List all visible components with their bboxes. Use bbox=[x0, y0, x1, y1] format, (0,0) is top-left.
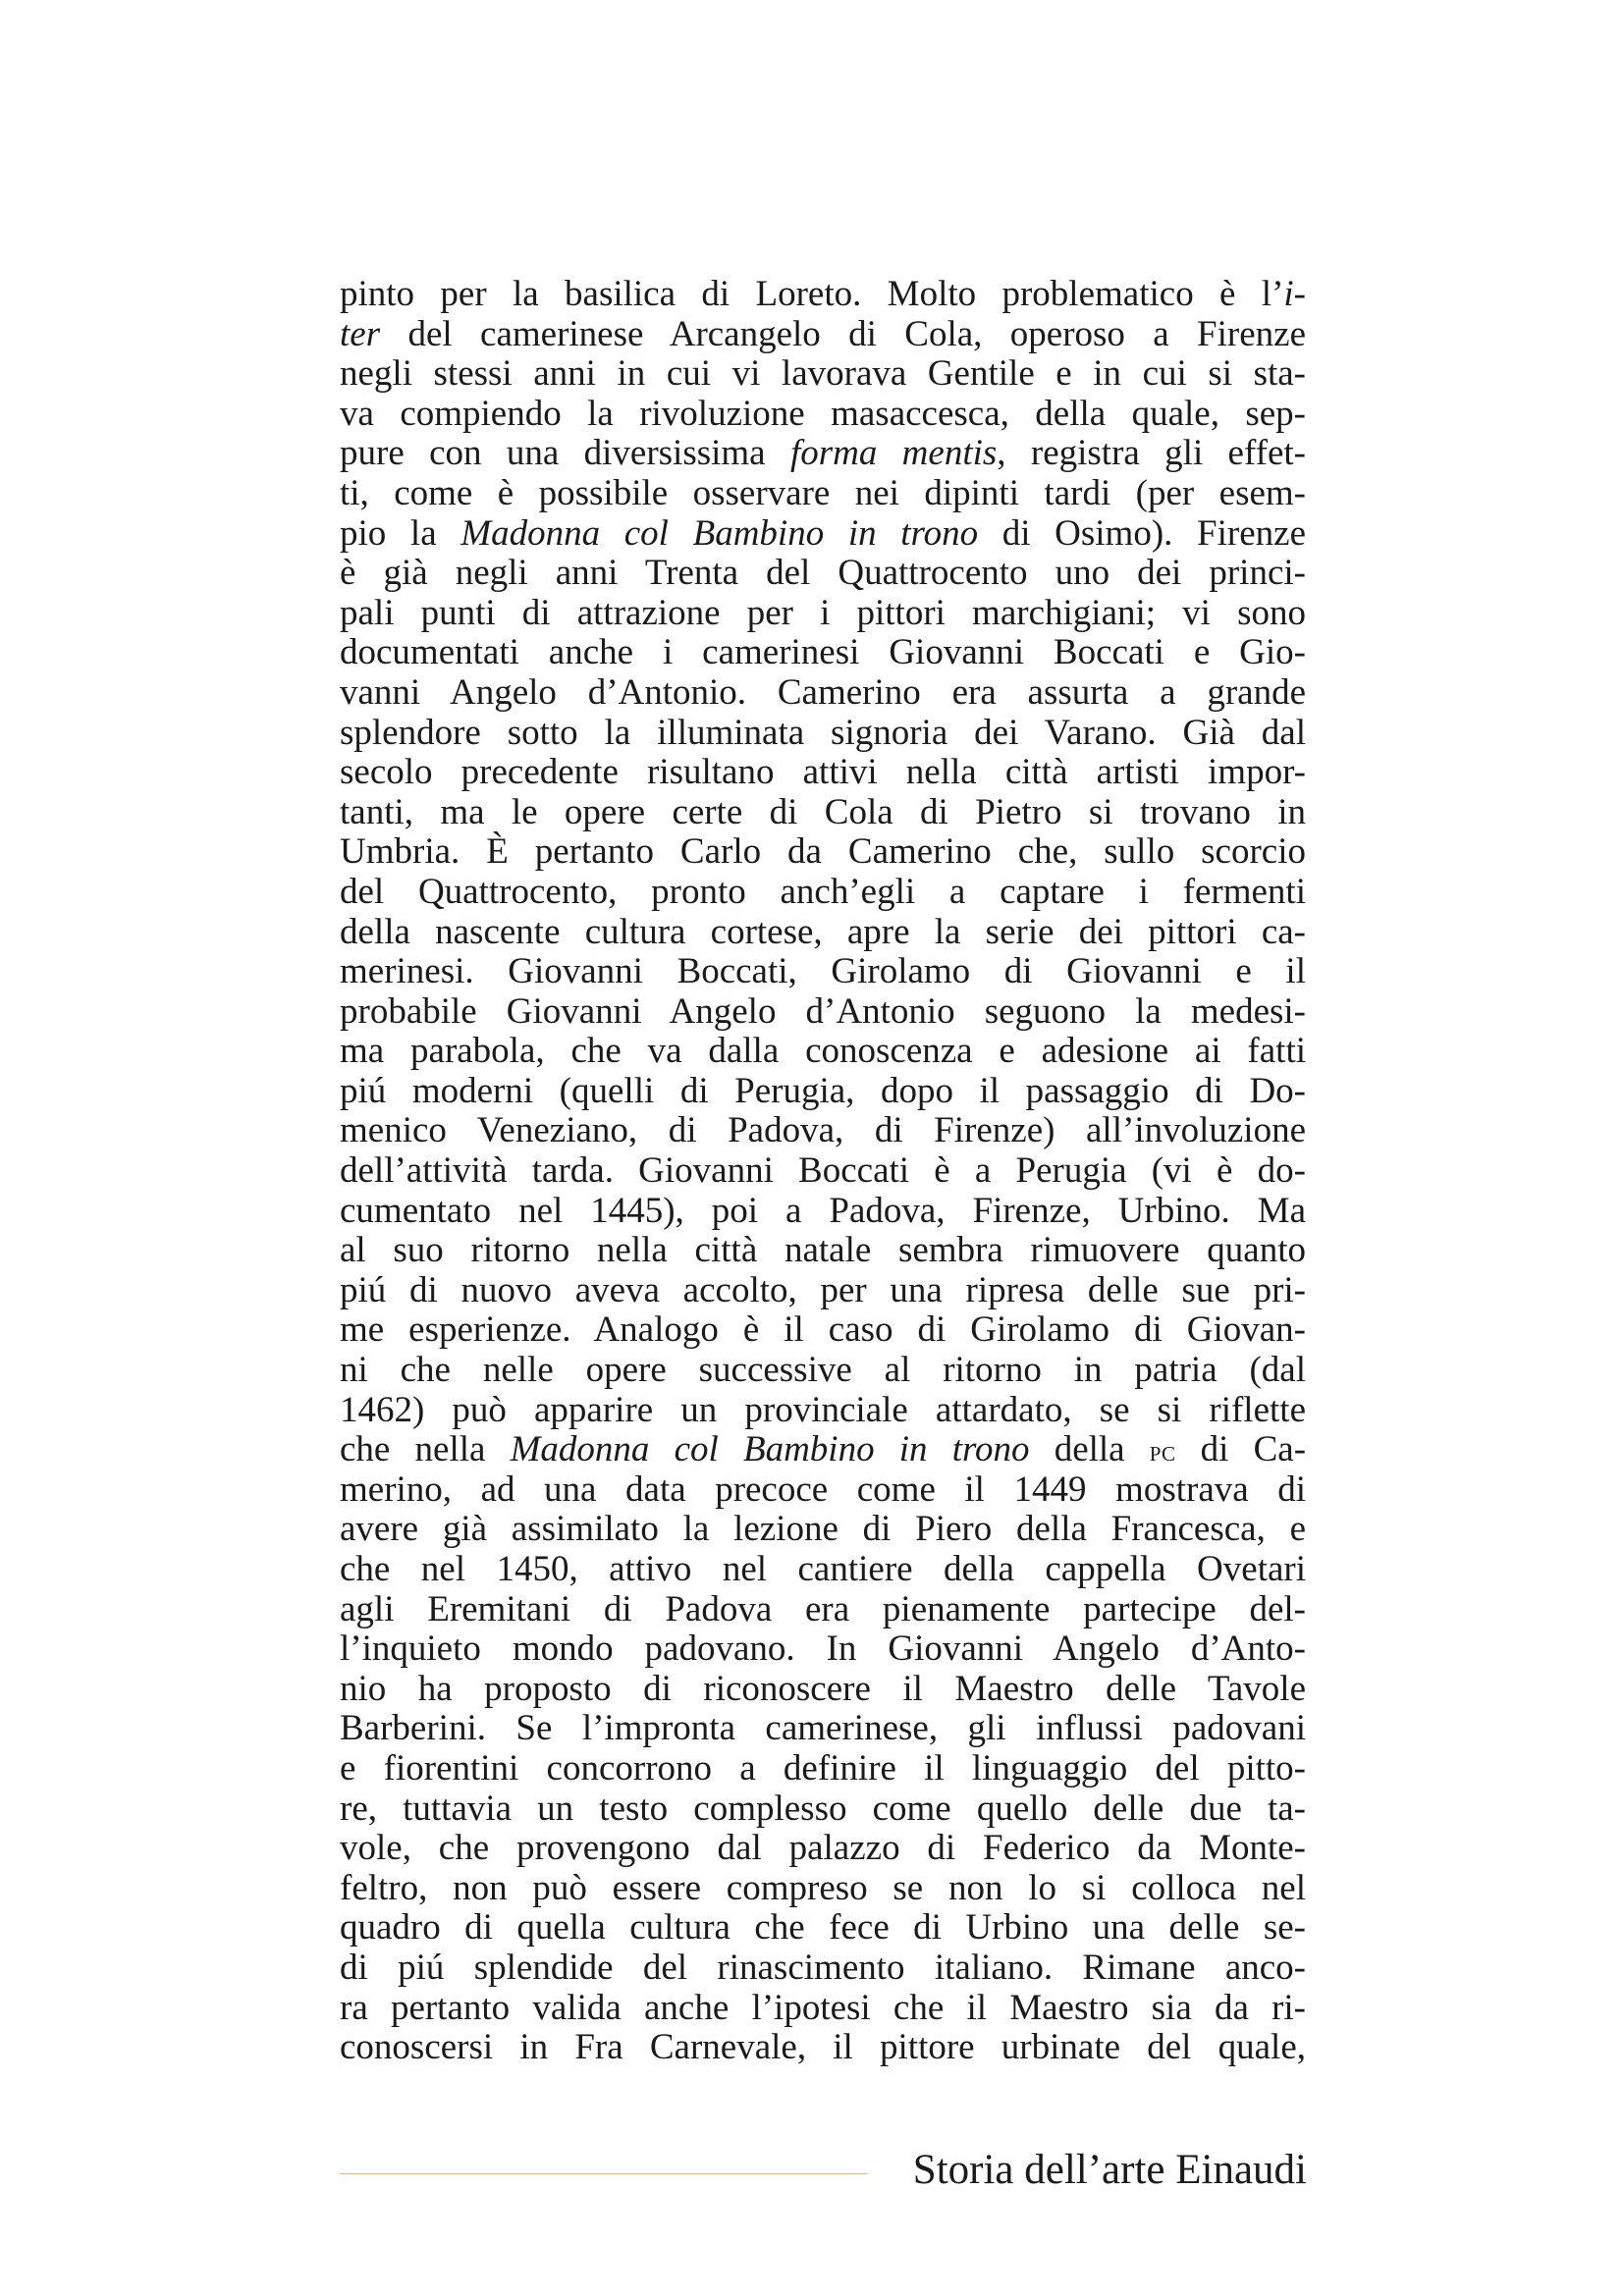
text-run: ni che nelle opere successive al ritorno in patria (dal bbox=[340, 1350, 1306, 1391]
text-line bbox=[340, 1351, 1306, 1391]
text-run: è già negli anni Trenta del Quattrocento uno dei princi- bbox=[340, 553, 1306, 594]
text-run: ma parabola, che va dalla conoscenza e adesione ai fatti bbox=[340, 1031, 1306, 1072]
text-run: vole, che provengono dal palazzo di Federico da Monte- bbox=[340, 1828, 1306, 1869]
text-run: documentati anche i camerinesi Giovanni Boccati e Gio- bbox=[340, 632, 1306, 673]
text-line bbox=[340, 315, 1306, 355]
text-line bbox=[340, 434, 1306, 474]
text-line bbox=[340, 952, 1306, 992]
text-run: ti, come è possibile osservare nei dipinti tardi (per esem- bbox=[340, 472, 1306, 513]
text-run: pali punti di attrazione per i pittori marchigiani; vi sono bbox=[340, 592, 1306, 633]
text-line bbox=[340, 1709, 1306, 1749]
text-line bbox=[340, 992, 1306, 1033]
italic-text: Madonna col Bambino in trono bbox=[460, 512, 979, 554]
text-run: nio ha proposto di riconoscere il Maestro delle Tavole bbox=[340, 1668, 1306, 1709]
text-run: negli stessi anni in cui vi lavorava Gentile e in cui si sta- bbox=[340, 353, 1306, 395]
text-line bbox=[340, 1231, 1306, 1271]
text-run: della nascente cultura cortese, apre la serie dei pittori ca- bbox=[340, 911, 1306, 952]
text-run: che nella bbox=[340, 1429, 511, 1470]
text-run: Barberini. Se l’impronta camerinese, gli influssi padovani bbox=[340, 1708, 1306, 1749]
italic-text: ter bbox=[340, 313, 381, 354]
text-line bbox=[340, 1111, 1306, 1151]
text-run: splendore sotto la illuminata signoria dei Varano. Già dal bbox=[340, 712, 1306, 753]
text-line bbox=[340, 873, 1306, 913]
text-line bbox=[340, 1670, 1306, 1710]
text-line bbox=[340, 1310, 1306, 1351]
text-run: feltro, non può essere compreso se non lo si colloca nel bbox=[340, 1867, 1306, 1908]
abbreviation-text: pc bbox=[1149, 1434, 1176, 1468]
text-run: del camerinese Arcangelo di Cola, operoso a Firenze bbox=[380, 313, 1306, 354]
text-run: va compiendo la rivoluzione masaccesca, della quale, sep- bbox=[340, 393, 1306, 434]
text-run: me esperienze. Analogo è il caso di Girolamo di Giovan- bbox=[340, 1309, 1306, 1351]
text-line bbox=[340, 514, 1306, 555]
text-line bbox=[340, 913, 1306, 953]
text-line bbox=[340, 753, 1306, 793]
text-line bbox=[340, 594, 1306, 634]
text-run: del Quattrocento, pronto anch’egli a captare i fermenti bbox=[340, 871, 1306, 912]
text-run: merinesi. Giovanni Boccati, Girolamo di Giovanni e il bbox=[340, 951, 1306, 992]
text-run: pure con una diversissima bbox=[340, 433, 790, 474]
text-line bbox=[340, 1590, 1306, 1630]
text-line bbox=[340, 1072, 1306, 1112]
text-line bbox=[340, 1271, 1306, 1311]
text-line bbox=[340, 1550, 1306, 1590]
italic-text: Madonna col Bambino in trono bbox=[510, 1429, 1030, 1470]
text-run: secolo precedente risultano attivi nella città artisti impor- bbox=[340, 752, 1306, 793]
text-line bbox=[340, 1908, 1306, 1949]
text-run: l’inquieto mondo padovano. In Giovanni Angelo d’Anto- bbox=[340, 1629, 1306, 1670]
text-line bbox=[340, 1151, 1306, 1192]
text-line bbox=[340, 1470, 1306, 1511]
text-run: 1462) può apparire un provinciale attardato, se si riflette bbox=[340, 1389, 1306, 1430]
text-run: piú di nuovo aveva accolto, per una ripresa delle sue pri- bbox=[340, 1269, 1306, 1310]
text-run: tanti, ma le opere certe di Cola di Pietro si trovano in bbox=[340, 791, 1306, 832]
text-run: merino, ad una data precoce come il 1449 mostrava di bbox=[340, 1468, 1306, 1510]
italic-text: i- bbox=[1283, 274, 1306, 314]
text-line bbox=[340, 832, 1306, 873]
text-line bbox=[340, 474, 1306, 514]
text-line bbox=[340, 2028, 1306, 2068]
text-run: pio la bbox=[340, 512, 461, 554]
text-line bbox=[340, 554, 1306, 594]
text-line bbox=[340, 275, 1306, 315]
text-line bbox=[340, 1869, 1306, 1909]
text-line bbox=[340, 1989, 1306, 2029]
text-run: re, tuttavia un testo complesso come quello delle due ta- bbox=[340, 1788, 1306, 1829]
footer-title: Storia dell’arte Einaudi bbox=[912, 2147, 1307, 2193]
text-run: agli Eremitani di Padova era pienamente partecipe del- bbox=[340, 1588, 1306, 1629]
text-run: di Ca- bbox=[1175, 1429, 1307, 1470]
text-line bbox=[340, 354, 1306, 395]
text-run: quadro di quella cultura che fece di Urbino una delle se- bbox=[340, 1907, 1306, 1949]
text-line bbox=[340, 633, 1306, 673]
text-line bbox=[340, 1829, 1306, 1869]
text-line bbox=[340, 1192, 1306, 1232]
italic-text: forma mentis bbox=[789, 433, 998, 474]
text-line bbox=[340, 714, 1306, 754]
text-run: Umbria. È pertanto Carlo da Camerino che, sullo scorcio bbox=[340, 831, 1306, 873]
text-run: vanni Angelo d’Antonio. Camerino era assurta a grande bbox=[340, 671, 1306, 713]
text-line bbox=[340, 1949, 1306, 1989]
text-run: e fiorentini concorrono a definire il linguaggio del pitto- bbox=[340, 1747, 1306, 1789]
text-line bbox=[340, 673, 1306, 714]
text-run: cumentato nel 1445), poi a Padova, Firenze, Urbino. Ma bbox=[340, 1190, 1306, 1231]
text-run: dell’attività tarda. Giovanni Boccati è a Perugia (vi è do- bbox=[340, 1150, 1306, 1192]
text-run: menico Veneziano, di Padova, di Firenze) all’involuzione bbox=[340, 1110, 1306, 1151]
text-run: che nel 1450, attivo nel cantiere della cappella Ovetari bbox=[340, 1549, 1306, 1589]
text-run: pinto per la basilica di Loreto. Molto problematico è l’ bbox=[340, 274, 1284, 314]
text-run: avere già assimilato la lezione di Piero della Francesca, e bbox=[340, 1509, 1306, 1550]
text-line bbox=[340, 1510, 1306, 1550]
text-line bbox=[340, 1391, 1306, 1431]
text-run: conoscersi in Fra Carnevale, il pittore urbinate del quale, bbox=[340, 2027, 1306, 2068]
text-line bbox=[340, 1749, 1306, 1789]
text-run: di piú splendide del rinascimento italiano. Rimane anco- bbox=[340, 1947, 1306, 1988]
text-line bbox=[340, 793, 1306, 833]
body-text bbox=[340, 275, 1306, 2068]
text-run: probabile Giovanni Angelo d’Antonio seguono la medesi- bbox=[340, 990, 1306, 1032]
text-line bbox=[340, 1629, 1306, 1670]
text-line bbox=[340, 1789, 1306, 1830]
text-run: , registra gli effet- bbox=[997, 433, 1306, 474]
text-line bbox=[340, 1032, 1306, 1072]
text-run: ra pertanto valida anche l’ipotesi che il Maestro sia da ri- bbox=[340, 1987, 1306, 2028]
text-line bbox=[340, 395, 1306, 435]
footer-rule bbox=[340, 2173, 868, 2174]
text-run: al suo ritorno nella città natale sembra rimuovere quanto bbox=[340, 1230, 1306, 1271]
text-run: della bbox=[1029, 1429, 1150, 1470]
text-run: di Osimo). Firenze bbox=[978, 512, 1306, 554]
text-run: piú moderni (quelli di Perugia, dopo il passaggio di Do- bbox=[340, 1070, 1306, 1111]
text-line bbox=[340, 1430, 1306, 1470]
